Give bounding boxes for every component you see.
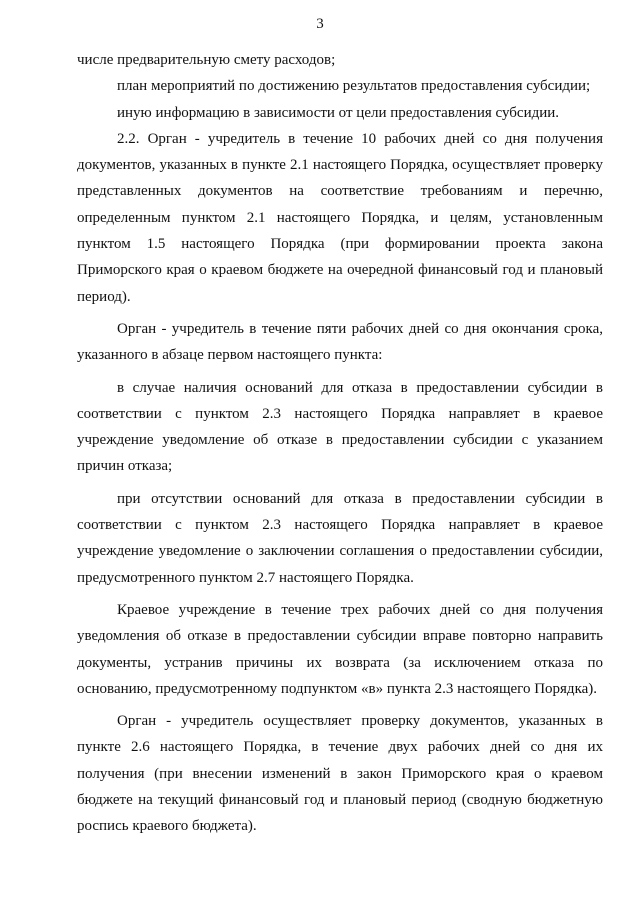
paragraph-8: Краевое учреждение в течение трех рабочих дней со дня получения уведомления об отказе в предоставлении субсидии вправе повторно направить документы, устранив причины их возврата (за исключением отказа по основанию, предусмотренному подпунктом «в» пункта 2.3 настоящего Порядка). [77, 601, 603, 697]
page-number: 3 [316, 16, 324, 32]
paragraph-3: иную информацию в зависимости от цели предоставления субсидии. [117, 104, 560, 121]
paragraph-2: план мероприятий по достижению результатов предоставления субсидии; [117, 78, 591, 95]
paragraph-5: Орган - учредитель в течение пяти рабочих дней со дня окончания срока, указанного в абзаце первом настоящего пункта: [77, 320, 603, 364]
paragraph-7: при отсутствии оснований для отказа в предоставлении субсидии в соответствии с пунктом 2.3 настоящего Порядка направляет в краевое учреждение уведомление о заключении соглашения о предоставлении субсидии, предусмотренного пунктом 2.7 настоящего Порядка. [77, 490, 603, 586]
paragraph-1: числе предварительную смету расходов; [77, 52, 336, 68]
document-body [77, 47, 603, 840]
paragraph-6: в случае наличия оснований для отказа в предоставлении субсидии в соответствии с пунктом 2.3 настоящего Порядка направляет в краевое учреждение уведомление об отказе в предоставлении субсидии с указанием причин отказа; [77, 379, 603, 475]
paragraph-9: Орган - учредитель осуществляет проверку документов, указанных в пункте 2.6 настоящего Порядка, в течение двух рабочих дней со дня их получения (при внесении изменений в закон Приморского края о краевом бюджете на текущий финансовый год и плановый период (сводную бюджетную роспись краевого бюджета). [77, 713, 603, 835]
paragraph-4: 2.2. Орган - учредитель в течение 10 рабочих дней со дня получения документов, указанных в пункте 2.1 настоящего Порядка, осуществляет проверку представленных документов на соответствие требованиям и перечню, определенным пунктом 2.1 настоящего Порядка, и целям, установленным пунктом 1.5 настоящего Порядка (при формировании проекта закона Приморского края о краевом бюджете на очередной финансовый год и плановый период). [77, 130, 603, 305]
